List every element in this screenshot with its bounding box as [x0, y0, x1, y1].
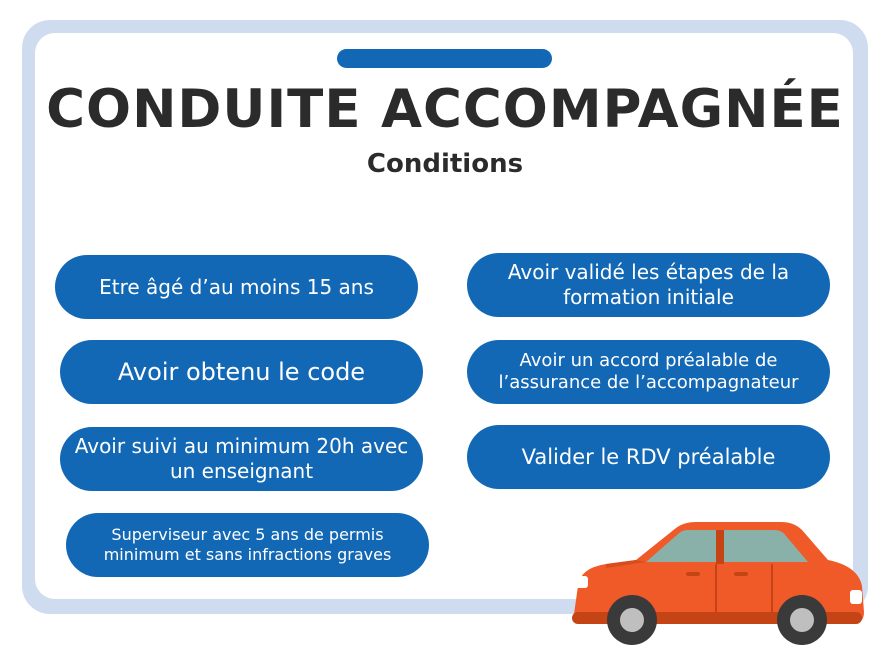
- condition-training-hours: Avoir suivi au minimum 20h avec un enseignant: [60, 427, 423, 491]
- condition-age: Etre âgé d’au moins 15 ans: [55, 255, 418, 319]
- condition-appointment: Valider le RDV préalable: [467, 425, 830, 489]
- page-title: CONDUITE ACCOMPAGNÉE: [46, 79, 844, 140]
- page-subtitle: Conditions: [366, 149, 524, 179]
- car-icon: [566, 516, 866, 646]
- condition-initial-training: Avoir validé les étapes de la formation initiale: [467, 253, 830, 317]
- condition-insurance: Avoir un accord préalable de l’assurance de l’accompagnateur: [467, 340, 830, 404]
- condition-supervisor: Superviseur avec 5 ans de permis minimum et sans infractions graves: [66, 513, 429, 577]
- decorative-top-bar: [337, 49, 552, 68]
- condition-code: Avoir obtenu le code: [60, 340, 423, 404]
